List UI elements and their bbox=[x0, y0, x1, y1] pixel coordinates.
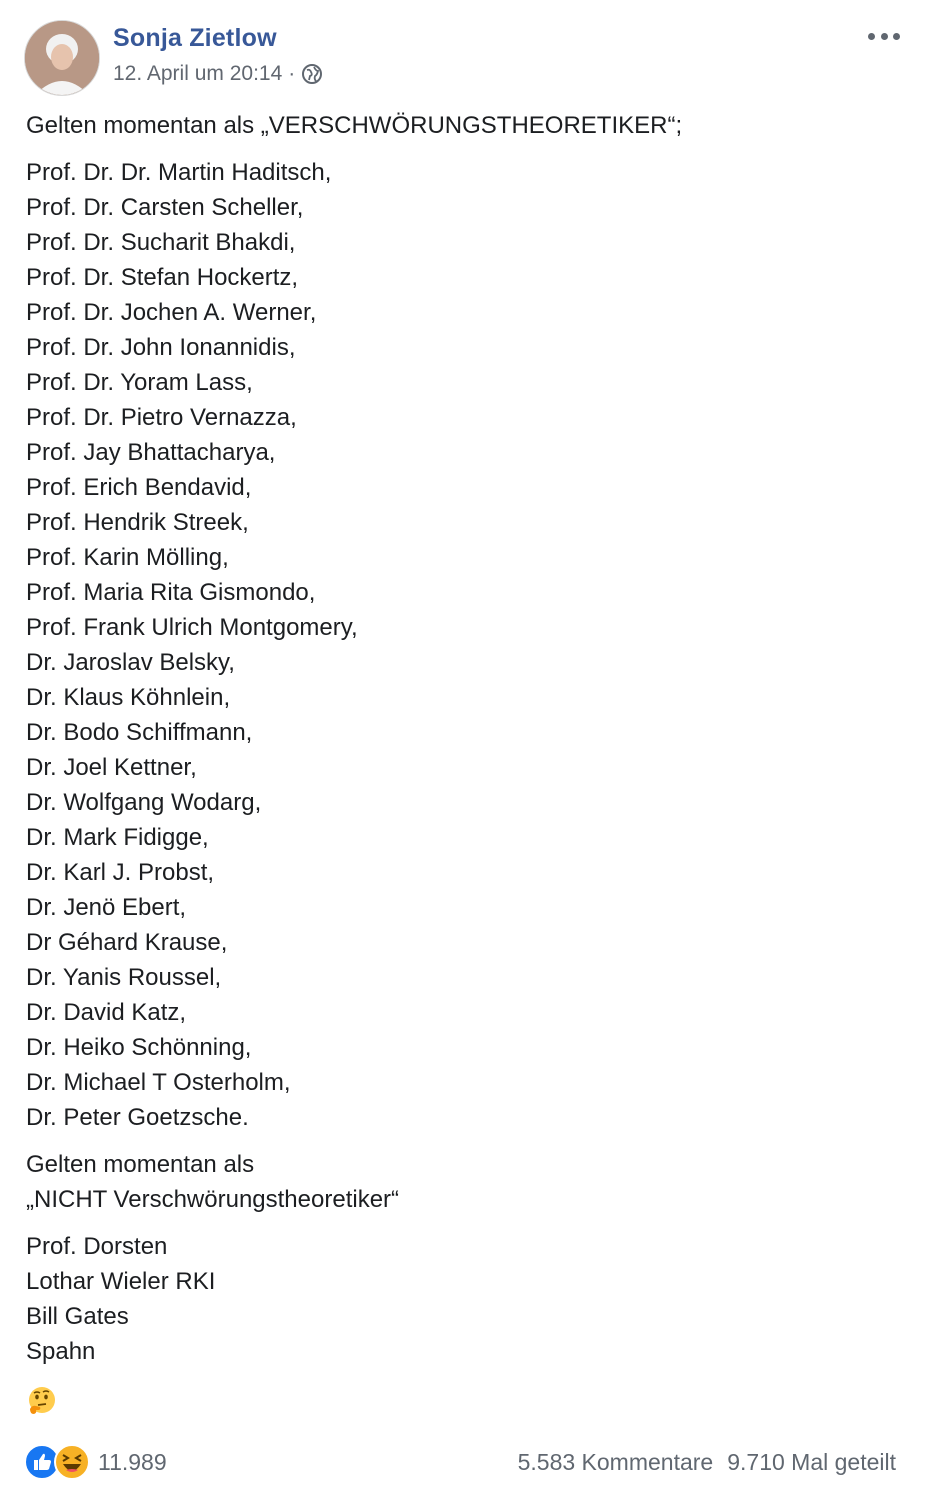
conspiracy-list-item: Dr. Joel Kettner, bbox=[26, 754, 197, 781]
second-heading bbox=[26, 1147, 896, 1217]
dot bbox=[893, 33, 900, 40]
conspiracy-list-item: Dr. Heiko Schönning, bbox=[26, 1034, 252, 1061]
reaction-count: 11.989 bbox=[98, 1448, 167, 1475]
shares-count[interactable]: 9.710 Mal geteilt bbox=[727, 1448, 896, 1475]
haha-icon bbox=[54, 1444, 90, 1480]
dot bbox=[881, 33, 888, 40]
second-heading-line1: Gelten momentan als bbox=[26, 1151, 255, 1178]
post-text bbox=[26, 108, 896, 1439]
post-stats bbox=[518, 1449, 896, 1476]
dot bbox=[868, 33, 875, 40]
conspiracy-list-item: Dr. Mark Fidigge, bbox=[26, 824, 209, 851]
conspiracy-list-item: Prof. Maria Rita Gismondo, bbox=[26, 579, 316, 606]
comments-count[interactable]: 5.583 Kommentare bbox=[517, 1448, 714, 1475]
non-conspiracy-list-item: Spahn bbox=[26, 1338, 96, 1365]
conspiracy-list-item: Dr. Wolfgang Wodarg, bbox=[26, 789, 262, 816]
intro-paragraph bbox=[26, 108, 896, 143]
conspiracy-list bbox=[26, 155, 896, 1135]
conspiracy-list-item: Prof. Dr. Yoram Lass, bbox=[26, 369, 253, 396]
conspiracy-list-item: Prof. Dr. Carsten Scheller, bbox=[26, 194, 304, 221]
conspiracy-list-item: Prof. Karin Mölling, bbox=[26, 544, 229, 571]
non-conspiracy-list bbox=[26, 1229, 896, 1369]
post-timestamp[interactable]: 12. April um 20:14 bbox=[113, 62, 283, 85]
conspiracy-list-item: Prof. Jay Bhattacharya, bbox=[26, 439, 276, 466]
globe-icon bbox=[301, 63, 323, 85]
conspiracy-list-item: Dr. Bodo Schiffmann, bbox=[26, 719, 253, 746]
second-heading-line2: „NICHT Verschwörungstheoretiker“ bbox=[26, 1186, 400, 1213]
conspiracy-list-item: Prof. Dr. Pietro Vernazza, bbox=[26, 404, 297, 431]
conspiracy-list-item: Dr. Jaroslav Belsky, bbox=[26, 649, 235, 676]
non-conspiracy-list-item: Bill Gates bbox=[26, 1303, 129, 1330]
conspiracy-list-item: Dr. Karl J. Probst, bbox=[26, 859, 215, 886]
conspiracy-list-item: Prof. Erich Bendavid, bbox=[26, 474, 252, 501]
thinking-face-icon bbox=[26, 1385, 58, 1417]
conspiracy-list-item: Dr Géhard Krause, bbox=[26, 929, 228, 956]
conspiracy-list-item: Dr. David Katz, bbox=[26, 999, 187, 1026]
post-footer bbox=[24, 1440, 896, 1484]
post-meta bbox=[113, 62, 323, 86]
conspiracy-list-item: Dr. Yanis Roussel, bbox=[26, 964, 222, 991]
conspiracy-list-item: Dr. Peter Goetzsche. bbox=[26, 1104, 249, 1131]
meta-separator: · bbox=[288, 62, 296, 85]
emoji-paragraph bbox=[26, 1381, 896, 1427]
author-name[interactable]: Sonja Zietlow bbox=[113, 24, 277, 52]
reactions-summary[interactable] bbox=[24, 1444, 167, 1480]
avatar-image bbox=[25, 21, 99, 95]
conspiracy-list-item: Prof. Dr. Jochen A. Werner, bbox=[26, 299, 317, 326]
conspiracy-list-item: Prof. Dr. Sucharit Bhakdi, bbox=[26, 229, 296, 256]
conspiracy-list-item: Prof. Dr. John Ionannidis, bbox=[26, 334, 296, 361]
more-options-icon[interactable] bbox=[868, 26, 900, 46]
conspiracy-list-item: Prof. Dr. Dr. Martin Haditsch, bbox=[26, 159, 332, 186]
avatar[interactable] bbox=[24, 20, 100, 96]
conspiracy-list-item: Dr. Michael T Osterholm, bbox=[26, 1069, 291, 1096]
conspiracy-list-item: Prof. Hendrik Streek, bbox=[26, 509, 249, 536]
non-conspiracy-list-item: Lothar Wieler RKI bbox=[26, 1268, 216, 1295]
conspiracy-list-item: Dr. Klaus Köhnlein, bbox=[26, 684, 231, 711]
conspiracy-list-item: Prof. Frank Ulrich Montgomery, bbox=[26, 614, 358, 641]
intro-line: Gelten momentan als „VERSCHWÖRUNGSTHEORETIKER“; bbox=[26, 112, 683, 139]
non-conspiracy-list-item: Prof. Dorsten bbox=[26, 1233, 168, 1260]
conspiracy-list-item: Dr. Jenö Ebert, bbox=[26, 894, 187, 921]
conspiracy-list-item: Prof. Dr. Stefan Hockertz, bbox=[26, 264, 299, 291]
